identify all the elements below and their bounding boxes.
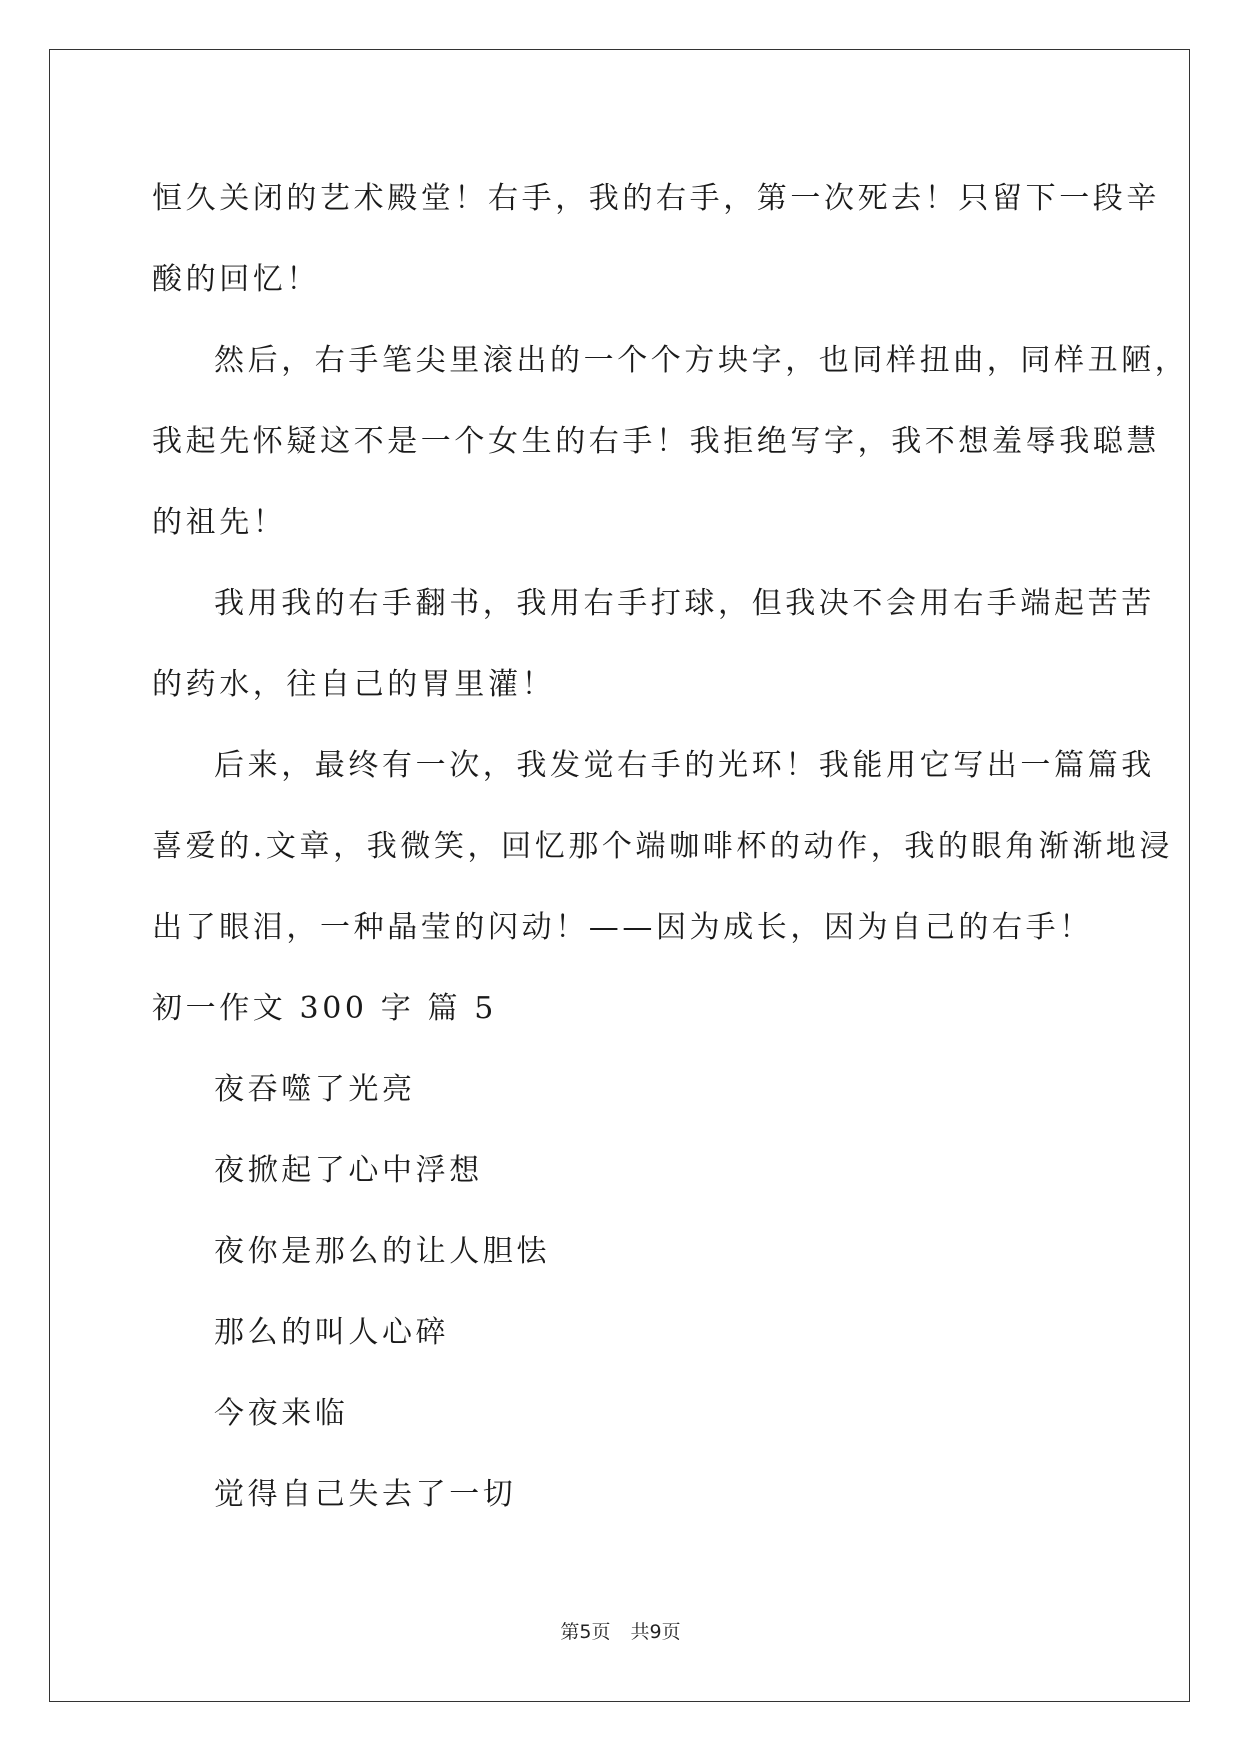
paragraph-line: 恒久关闭的艺术殿堂！右手，我的右手，第一次死去！只留下一段辛 <box>152 181 1160 216</box>
page-total: 共9页 <box>630 1621 681 1643</box>
paragraph-line: 出了眼泪，一种晶莹的闪动！——因为成长，因为自己的右手！ <box>152 910 1093 945</box>
page-footer <box>0 1617 1241 1644</box>
paragraph-line: 然后，右手笔尖里滚出的一个个方块字，也同样扭曲，同样丑陋， <box>214 343 1189 378</box>
paragraph-line: 喜爱的.文章，我微笑，回忆那个端咖啡杯的动作，我的眼角渐渐地浸 <box>152 829 1174 864</box>
poem-line: 觉得自己失去了一切 <box>214 1477 517 1512</box>
paragraph-line: 的药水，往自己的胃里灌！ <box>152 667 556 702</box>
poem-line: 夜吞噬了光亮 <box>214 1072 416 1107</box>
poem-line: 那么的叫人心碎 <box>214 1315 450 1350</box>
paragraph-line: 的祖先！ <box>152 505 287 540</box>
page-number: 第5页 <box>560 1621 611 1643</box>
document-body <box>152 158 1189 1535</box>
paragraph-line: 酸的回忆！ <box>152 262 320 297</box>
poem-line: 夜掀起了心中浮想 <box>214 1153 483 1188</box>
poem-line: 夜你是那么的让人胆怯 <box>214 1234 550 1269</box>
section-heading: 初一作文 300 字 篇 5 <box>152 991 497 1026</box>
paragraph-line: 我用我的右手翻书，我用右手打球，但我决不会用右手端起苦苦 <box>214 586 1155 621</box>
paragraph-line: 我起先怀疑这不是一个女生的右手！我拒绝写字，我不想羞辱我聪慧 <box>152 424 1160 459</box>
paragraph-line: 后来，最终有一次，我发觉右手的光环！我能用它写出一篇篇我 <box>214 748 1155 783</box>
poem-line: 今夜来临 <box>214 1396 349 1431</box>
